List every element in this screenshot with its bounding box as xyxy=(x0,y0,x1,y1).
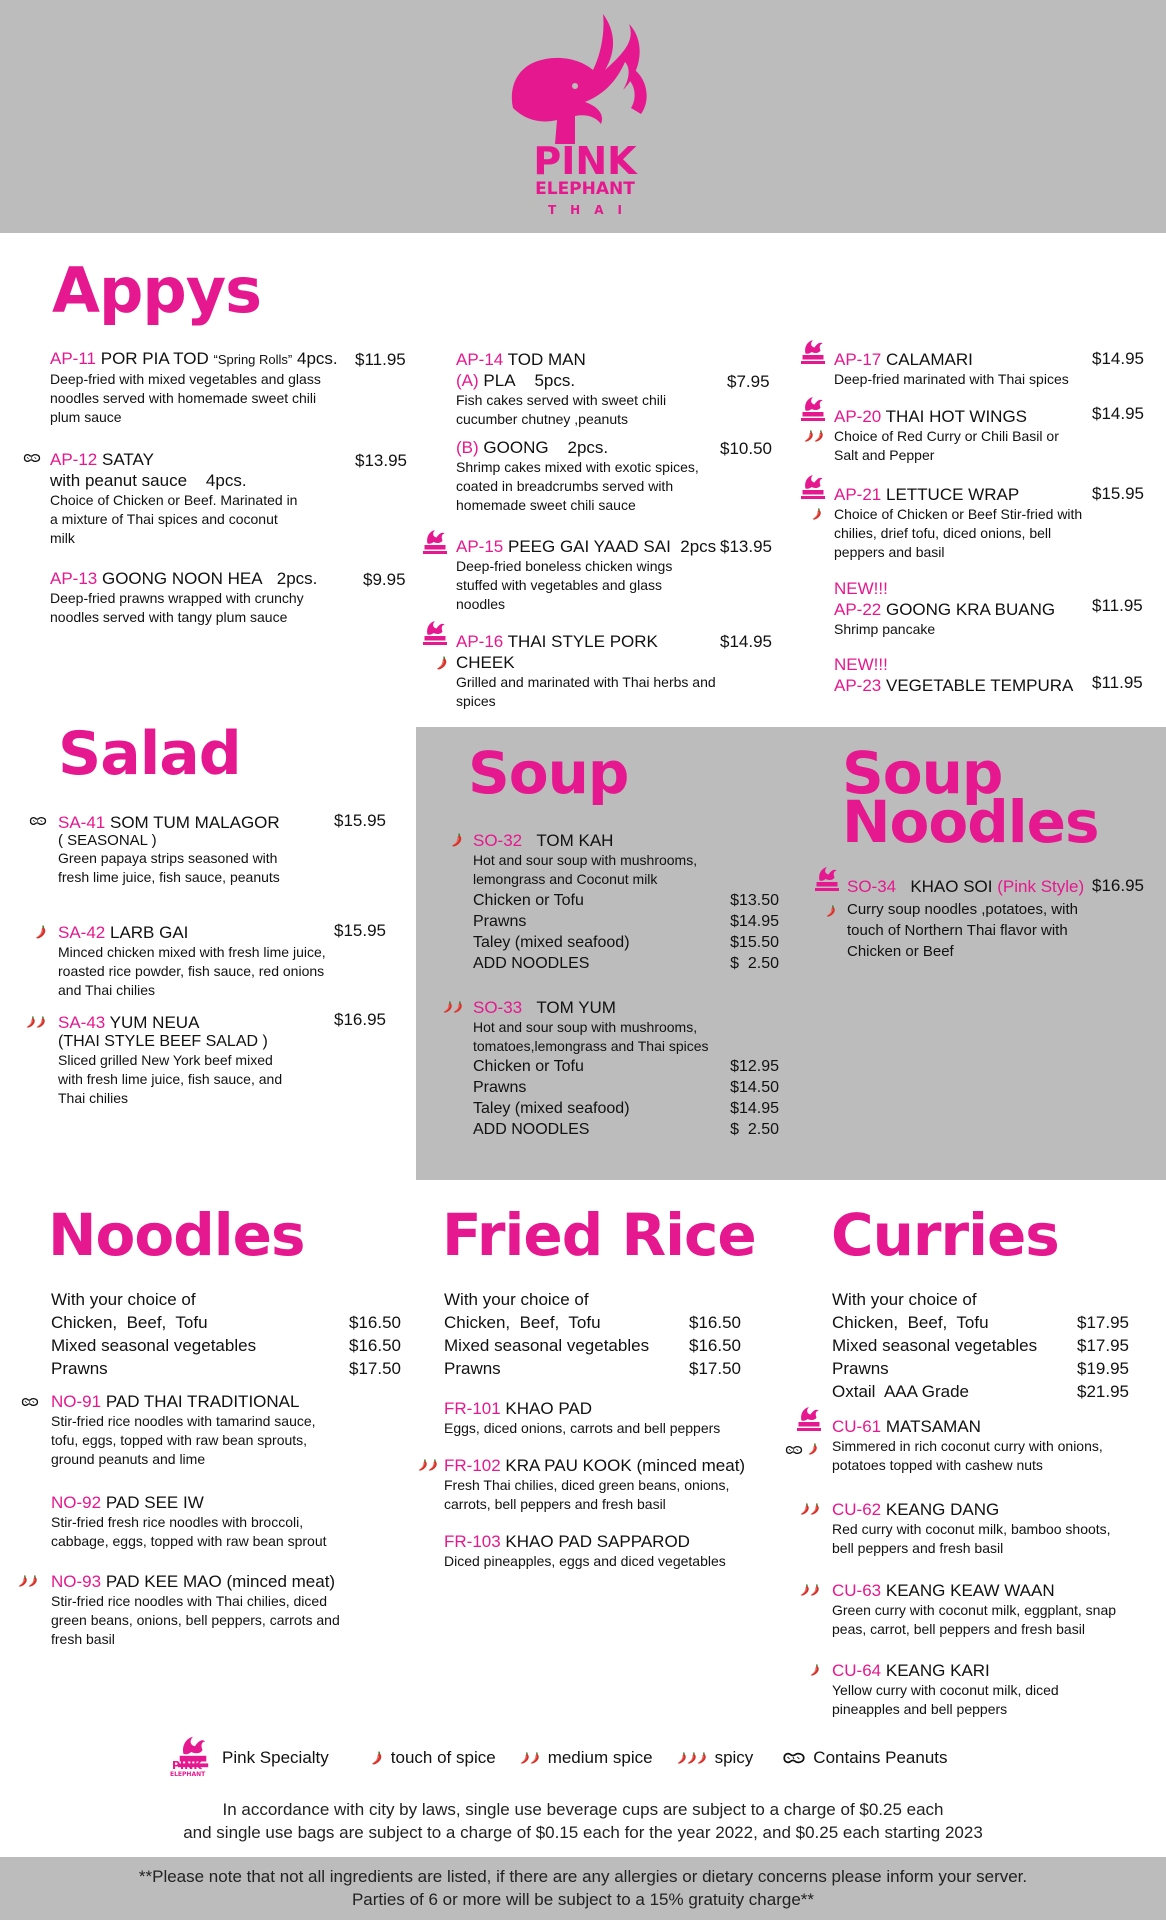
chili-icon xyxy=(34,1014,48,1030)
item-description: Hot and sour soup with mushrooms, tomatoes,lemongrass and Thai spices xyxy=(473,1019,709,1054)
item-description: Hot and sour soup with mushrooms, lemongrass and Coconut milk xyxy=(473,852,698,887)
chili-icon xyxy=(26,1573,40,1589)
sub-b-name: GOONG xyxy=(483,438,549,457)
logo xyxy=(505,10,665,220)
item-description: Deep-fried boneless chicken wings stuffed with vegetables and glass noodles xyxy=(456,558,673,612)
item-description: Deep-fried prawns wrapped with crunchy noodles served with tangy plum sauce xyxy=(50,590,304,625)
menu-item-ap-14 xyxy=(456,349,726,515)
chili-icon xyxy=(434,655,450,671)
chili-icon xyxy=(369,1749,385,1767)
menu-item-cu-63 xyxy=(832,1580,1142,1639)
option-row: Prawns $19.95 xyxy=(832,1359,1129,1378)
item-description: Stir-fried rice noodles with tamarind sauce, tofu, eggs, topped with raw bean sprouts, ground peanuts and lime xyxy=(51,1413,316,1467)
price-ap-17: $14.95 xyxy=(1092,349,1144,368)
item-name-line2: with peanut sauce 4pcs. xyxy=(50,471,247,490)
noodles-choices xyxy=(51,1288,401,1380)
legend-medium: medium spice xyxy=(547,1748,653,1767)
chili-icon xyxy=(810,506,824,522)
item-code: CU-61 xyxy=(832,1417,882,1436)
item-style: (Pink Style) xyxy=(997,877,1085,896)
item-name: KRA PAU KOOK xyxy=(505,1456,632,1475)
menu-item-fr-102 xyxy=(444,1455,749,1514)
price-sa-43: $16.95 xyxy=(334,1010,386,1029)
menu-item-sa-41 xyxy=(58,812,328,887)
price-ap-13: $9.95 xyxy=(363,570,406,589)
pink-specialty-icon xyxy=(798,472,828,502)
item-description: Grilled and marinated with Thai herbs and spices xyxy=(456,674,716,709)
item-code: SO-34 xyxy=(847,877,897,896)
notice-line-2: and single use bags are subject to a charge of $0.15 each for the year 2022, and $0.25 each starting 2023 xyxy=(183,1823,983,1842)
item-code: AP-15 xyxy=(456,537,504,556)
menu-item-fr-101 xyxy=(444,1398,744,1438)
peanut-icon xyxy=(28,815,48,827)
item-name: PAD KEE MAO xyxy=(105,1572,222,1591)
item-description: Eggs, diced onions, carrots and bell peppers xyxy=(444,1420,721,1436)
pink-specialty-icon xyxy=(794,1404,824,1434)
menu-item-sa-43 xyxy=(58,1012,328,1108)
price-so-34: $16.95 xyxy=(1092,876,1144,895)
option-row: Prawns $14.95 xyxy=(473,913,779,930)
item-description: Deep-fried with mixed vegetables and glass noodles served with homemade sweet chili plum sauce xyxy=(50,371,321,425)
menu-item-no-92 xyxy=(51,1492,361,1551)
chili-icon xyxy=(695,1749,709,1767)
logo-text-elephant: ELEPHANT xyxy=(535,179,635,199)
item-code: SA-41 xyxy=(58,813,106,832)
legend-specialty: Pink Specialty xyxy=(222,1748,329,1767)
item-name: THAI HOT WINGS xyxy=(885,407,1028,426)
fried-rice-title: Fried Rice xyxy=(442,1201,756,1269)
elephant-logo-icon xyxy=(505,10,665,150)
menu-item-so-34 xyxy=(847,876,1097,962)
legend xyxy=(170,1733,948,1783)
curries-title: Curries xyxy=(831,1201,1059,1269)
sub-b-qty: 2pcs. xyxy=(567,438,609,457)
item-code: AP-11 xyxy=(50,349,96,368)
item-name: KEANG KEAW WAAN xyxy=(885,1581,1055,1600)
new-badge: NEW!!! xyxy=(834,655,888,674)
option-row: ADD NOODLES $ 2.50 xyxy=(473,1121,779,1138)
peanut-icon xyxy=(781,1750,807,1766)
peanut-icon xyxy=(784,1444,804,1456)
pink-specialty-icon xyxy=(798,394,828,424)
pink-specialty-icon xyxy=(420,527,450,557)
soup-32-options xyxy=(473,890,779,974)
item-name: YUM NEUA xyxy=(109,1013,200,1032)
menu-item-ap-20 xyxy=(834,406,1084,465)
item-description: Minced chicken mixed with fresh lime juice, roasted rice powder, fish sauce, red onions and Thai chilies xyxy=(58,944,326,998)
item-name: TOM KAH xyxy=(536,831,614,850)
menu-item-so-33 xyxy=(473,997,773,1056)
peanut-icon xyxy=(20,1396,40,1408)
notice-line-1: In accordance with city by laws, single use beverage cups are subject to a charge of $0.25 each xyxy=(222,1800,944,1819)
item-qty: 4pcs. xyxy=(296,349,338,368)
option-row: Chicken or Tofu $12.95 xyxy=(473,1058,779,1075)
chili-icon xyxy=(812,428,826,444)
item-code: CU-63 xyxy=(832,1581,882,1600)
pink-specialty-icon xyxy=(420,618,450,648)
option-row: ADD NOODLES $ 2.50 xyxy=(473,955,779,972)
pink-specialty-icon xyxy=(812,864,842,894)
option-row: Chicken or Tofu $13.50 xyxy=(473,892,779,909)
chili-icon xyxy=(806,1441,820,1457)
menu-item-fr-103 xyxy=(444,1531,749,1571)
option-row: Chicken, Beef, Tofu $17.95 xyxy=(832,1313,1129,1332)
legend-peanuts: Contains Peanuts xyxy=(813,1748,948,1767)
item-code: FR-102 xyxy=(444,1456,501,1475)
item-description: Yellow curry with coconut milk, diced pineapples and bell peppers xyxy=(832,1682,1059,1717)
pink-specialty-icon xyxy=(798,337,828,367)
item-name: PAD SEE IW xyxy=(105,1493,204,1512)
item-description: Stir-fried rice noodles with Thai chilies, diced green beans, onions, bell peppers, carrots and fresh basil xyxy=(51,1593,340,1647)
option-row: Mixed seasonal vegetables $17.95 xyxy=(832,1336,1129,1355)
chili-icon xyxy=(449,832,465,848)
price-ap-20: $14.95 xyxy=(1092,404,1144,423)
menu-item-ap-12 xyxy=(50,449,310,548)
item-description: Shrimp pancake xyxy=(834,621,936,637)
item-name: LETTUCE WRAP xyxy=(885,485,1020,504)
price-ap-14b: $10.50 xyxy=(720,439,772,458)
item-code: SA-43 xyxy=(58,1013,106,1032)
menu-item-sa-42 xyxy=(58,922,338,1000)
item-qty: 2pcs xyxy=(680,537,717,556)
soup-title: Soup xyxy=(468,739,629,807)
item-code: AP-12 xyxy=(50,450,98,469)
price-ap-21: $15.95 xyxy=(1092,484,1144,503)
item-name: GOONG KRA BUANG xyxy=(885,600,1056,619)
item-name: GOONG NOON HEA xyxy=(101,569,263,588)
item-description: Choice of Red Curry or Chili Basil or Salt and Pepper xyxy=(834,428,1059,463)
item-name: KEANG DANG xyxy=(885,1500,1000,1519)
item-name: CALAMARI xyxy=(885,350,973,369)
item-name: SATAY xyxy=(101,450,154,469)
item-name: THAI STYLE PORK CHEEK xyxy=(456,632,658,672)
option-row: Prawns $17.50 xyxy=(51,1359,401,1378)
item-description: Simmered in rich coconut curry with onions, potatoes topped with cashew nuts xyxy=(832,1438,1103,1473)
menu-item-ap-11 xyxy=(50,348,350,427)
chili-icon xyxy=(808,1662,822,1678)
menu-item-ap-17 xyxy=(834,349,1094,389)
option-row: Taley (mixed seafood) $14.95 xyxy=(473,1100,779,1117)
menu-item-no-93 xyxy=(51,1571,361,1649)
item-description: Stir-fried fresh rice noodles with broccoli, cabbage, eggs, topped with raw bean sprout xyxy=(51,1514,327,1549)
item-code: FR-103 xyxy=(444,1532,501,1551)
price-ap-11: $11.95 xyxy=(355,350,406,369)
item-description: Fresh Thai chilies, diced green beans, onions, carrots, bell peppers and fresh basil xyxy=(444,1477,730,1512)
notice xyxy=(0,1798,1166,1844)
chili-icon xyxy=(33,924,49,940)
item-code: SO-32 xyxy=(473,831,523,850)
option-row: Prawns $17.50 xyxy=(444,1359,741,1378)
sub-a-description: Fish cakes served with sweet chili cucumber chutney ,peanuts xyxy=(456,392,667,427)
item-description: Green curry with coconut milk, eggplant, snap peas, carrot, bell peppers and fresh basil xyxy=(832,1602,1117,1637)
item-name-extra: (minced meat) xyxy=(226,1572,336,1591)
choice-intro: With your choice of xyxy=(832,1290,977,1309)
item-name: TOM YUM xyxy=(536,998,616,1017)
soup-noodles-title-2: Noodles xyxy=(842,788,1099,856)
menu-item-cu-62 xyxy=(832,1499,1132,1558)
item-code: AP-21 xyxy=(834,485,882,504)
item-description: Curry soup noodles ,potatoes, with touch of Northern Thai flavor with Chicken or Beef xyxy=(847,901,1078,960)
menu-item-ap-22 xyxy=(834,578,1084,639)
sub-a-label: (A) xyxy=(456,371,479,390)
menu-item-cu-64 xyxy=(832,1660,1132,1719)
item-code: AP-23 xyxy=(834,676,882,695)
salad-title: Salad xyxy=(58,719,241,789)
option-row: Mixed seasonal vegetables $16.50 xyxy=(51,1336,401,1355)
item-code: AP-14 xyxy=(456,350,504,369)
item-name: PAD THAI TRADITIONAL xyxy=(105,1392,300,1411)
menu-item-no-91 xyxy=(51,1391,351,1469)
item-name-line2: (THAI STYLE BEEF SALAD ) xyxy=(58,1033,268,1050)
item-name: MATSAMAN xyxy=(885,1417,981,1436)
footer-line-1: **Please note that not all ingredients are listed, if there are any allergies or dietary concerns please inform your server. xyxy=(138,1867,1028,1886)
item-code: NO-92 xyxy=(51,1493,102,1512)
item-code: SO-33 xyxy=(473,998,523,1017)
footer-line-2: Parties of 6 or more will be subject to a 15% gratuity charge** xyxy=(351,1890,815,1909)
item-description: Choice of Chicken or Beef. Marinated in a mixture of Thai spices and coconut milk xyxy=(50,492,298,546)
item-description: Red curry with coconut milk, bamboo shoots, bell peppers and fresh basil xyxy=(832,1521,1111,1556)
price-sa-42: $15.95 xyxy=(334,921,386,940)
soup-noodles-title-1: Soup xyxy=(842,739,1003,807)
item-description: Deep-fried marinated with Thai spices xyxy=(834,371,1069,387)
price-ap-15: $13.95 xyxy=(720,537,772,556)
new-badge: NEW!!! xyxy=(834,579,888,598)
logo-text-thai: THAI xyxy=(548,203,636,217)
logo-text-pink: PINK xyxy=(533,139,637,183)
price-ap-16: $14.95 xyxy=(720,632,772,651)
appys-title: Appys xyxy=(52,254,262,327)
price-ap-14a: $7.95 xyxy=(727,372,770,391)
menu-item-so-32 xyxy=(473,830,773,889)
item-name: POR PIA TOD xyxy=(100,349,209,368)
item-name: KHAO SOI xyxy=(910,877,993,896)
choice-intro: With your choice of xyxy=(51,1290,196,1309)
chili-icon xyxy=(426,1457,440,1473)
chili-icon xyxy=(528,1749,542,1767)
option-row: Prawns $14.50 xyxy=(473,1079,779,1096)
chili-icon xyxy=(808,1501,822,1517)
item-name: LARB GAI xyxy=(109,923,189,942)
item-name: KHAO PAD xyxy=(505,1399,593,1418)
price-ap-22: $11.95 xyxy=(1092,596,1143,615)
item-name: KEANG KARI xyxy=(885,1661,990,1680)
menu-item-ap-15 xyxy=(456,536,721,614)
item-name-extra: “Spring Rolls” xyxy=(213,352,293,367)
price-ap-12: $13.95 xyxy=(355,451,407,470)
fried-rice-choices xyxy=(444,1288,741,1380)
menu-item-ap-16 xyxy=(456,631,721,711)
sub-a-qty: 5pcs. xyxy=(534,371,576,390)
item-code: SA-42 xyxy=(58,923,106,942)
item-name: KHAO PAD SAPPAROD xyxy=(505,1532,690,1551)
item-code: AP-20 xyxy=(834,407,882,426)
item-name: VEGETABLE TEMPURA xyxy=(885,676,1074,695)
item-name-extra: (minced meat) xyxy=(636,1456,746,1475)
item-description: Diced pineapples, eggs and diced vegetables xyxy=(444,1553,726,1569)
item-name-line2: ( SEASONAL ) xyxy=(58,832,157,849)
option-row: Oxtail AAA Grade $21.95 xyxy=(832,1382,1129,1401)
item-code: AP-22 xyxy=(834,600,882,619)
legend-touch: touch of spice xyxy=(390,1748,496,1767)
chili-icon xyxy=(451,999,465,1015)
item-description: Choice of Chicken or Beef Stir-fried with chilies, drief tofu, diced onions, bell peppers and basil xyxy=(834,506,1083,560)
item-code: AP-16 xyxy=(456,632,504,651)
menu-item-ap-21 xyxy=(834,484,1084,562)
noodles-title: Noodles xyxy=(48,1201,305,1269)
chili-icon xyxy=(808,1582,822,1598)
soup-33-options xyxy=(473,1056,779,1140)
option-row: Chicken, Beef, Tofu $16.50 xyxy=(444,1313,741,1332)
option-row: Chicken, Beef, Tofu $16.50 xyxy=(51,1313,401,1332)
footer xyxy=(0,1865,1166,1911)
sub-b-label: (B) xyxy=(456,438,479,457)
item-name: PEEG GAI YAAD SAI xyxy=(507,537,671,556)
pink-specialty-icon: PINK ELEPHANT xyxy=(170,1733,220,1783)
sub-a-name: PLA xyxy=(483,371,516,390)
item-name: TOD MAN xyxy=(507,350,586,369)
item-qty: 2pcs. xyxy=(276,569,318,588)
item-code: CU-64 xyxy=(832,1661,882,1680)
item-code: CU-62 xyxy=(832,1500,882,1519)
choice-intro: With your choice of xyxy=(444,1290,589,1309)
menu-item-ap-13 xyxy=(50,568,350,627)
price-sa-41: $15.95 xyxy=(334,811,386,830)
item-code: AP-13 xyxy=(50,569,98,588)
item-description: Sliced grilled New York beef mixed with fresh lime juice, fish sauce, and Thai chilies xyxy=(58,1052,283,1106)
item-code: NO-91 xyxy=(51,1392,102,1411)
item-code: AP-17 xyxy=(834,350,882,369)
menu-item-ap-23 xyxy=(834,654,1084,696)
option-row: Mixed seasonal vegetables $16.50 xyxy=(444,1336,741,1355)
item-description: Green papaya strips seasoned with fresh lime juice, fish sauce, peanuts xyxy=(58,850,280,885)
item-code: NO-93 xyxy=(51,1572,102,1591)
peanut-icon xyxy=(22,452,42,464)
curries-choices xyxy=(832,1288,1129,1403)
price-ap-23: $11.95 xyxy=(1092,673,1143,692)
option-row: Taley (mixed seafood) $15.50 xyxy=(473,934,779,951)
legend-spicy: spicy xyxy=(714,1748,754,1767)
item-name: SOM TUM MALAGOR xyxy=(109,813,280,832)
menu-item-cu-61 xyxy=(832,1416,1132,1475)
sub-b-description: Shrimp cakes mixed with exotic spices, coated in breadcrumbs served with homemade sweet chili sauce xyxy=(456,459,699,513)
chili-icon xyxy=(824,903,838,919)
item-code: FR-101 xyxy=(444,1399,501,1418)
